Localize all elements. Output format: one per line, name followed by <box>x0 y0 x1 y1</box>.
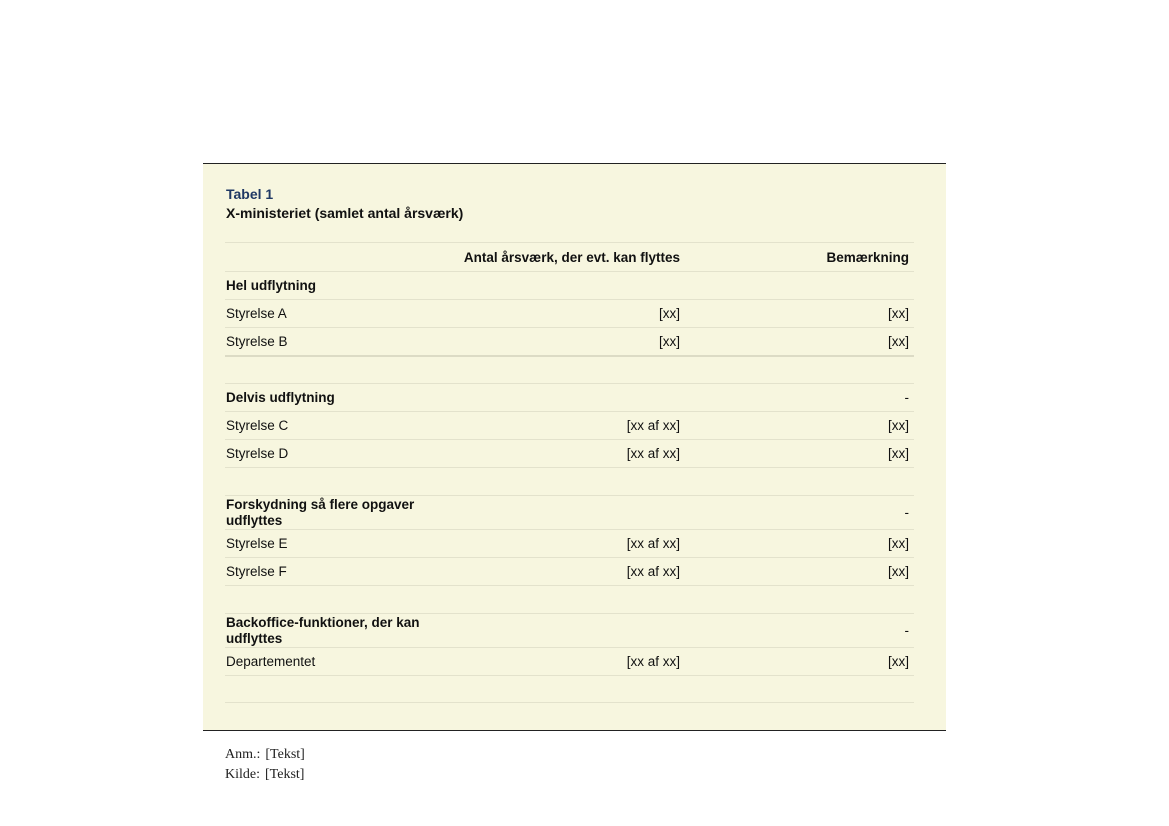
spacer-row <box>225 585 914 613</box>
table-row <box>225 299 914 327</box>
spacer-row <box>225 675 914 703</box>
row-label: Hel udflytning <box>226 277 316 293</box>
row-value: [xx af xx] <box>626 536 680 551</box>
row-label: Departementet <box>226 653 316 669</box>
table-notes <box>225 745 305 785</box>
table-row <box>225 557 914 585</box>
row-remark: [xx] <box>887 306 909 321</box>
table-row <box>225 327 914 355</box>
table-container <box>203 163 946 731</box>
row-value: [xx] <box>658 306 680 321</box>
row-remark: [xx] <box>887 334 909 349</box>
data-table <box>225 242 914 703</box>
row-value: [xx af xx] <box>626 418 680 433</box>
row-remark: [xx] <box>887 446 909 461</box>
row-remark: [xx] <box>887 418 909 433</box>
row-value: [xx] <box>658 334 680 349</box>
row-label: Styrelse C <box>226 417 289 433</box>
section-row <box>225 495 914 529</box>
row-label: Styrelse E <box>226 535 288 551</box>
row-remark: - <box>904 623 909 638</box>
spacer-row <box>225 467 914 495</box>
row-value: [xx af xx] <box>626 446 680 461</box>
row-label: Forskydning så flere opgaver udflyttes <box>226 496 415 528</box>
row-remark: - <box>904 505 909 520</box>
spacer-row <box>225 355 914 383</box>
note-kilde-label: Kilde: <box>225 767 260 782</box>
header-col2: Antal årsværk, der evt. kan flyttes <box>463 249 680 265</box>
row-remark: - <box>904 390 909 405</box>
row-label: Styrelse B <box>226 333 288 349</box>
note-anm-label: Anm.: <box>225 747 261 762</box>
row-label: Backoffice-funktioner, der kan udflyttes <box>226 614 420 646</box>
section-row <box>225 613 914 647</box>
table-row <box>225 647 914 675</box>
table-number: Tabel 1 <box>226 186 274 202</box>
row-label: Styrelse A <box>226 305 287 321</box>
table-row <box>225 529 914 557</box>
row-value: [xx af xx] <box>626 564 680 579</box>
row-label: Styrelse F <box>226 563 287 579</box>
row-remark: [xx] <box>887 564 909 579</box>
table-row <box>225 411 914 439</box>
note-kilde-text: [Tekst] <box>265 767 305 782</box>
row-value: [xx af xx] <box>626 654 680 669</box>
note-anm-text: [Tekst] <box>265 747 305 762</box>
note-kilde <box>225 765 305 785</box>
row-remark: [xx] <box>887 536 909 551</box>
table-row <box>225 439 914 467</box>
row-label: Styrelse D <box>226 445 289 461</box>
table-header-row <box>225 242 914 271</box>
row-remark: [xx] <box>887 654 909 669</box>
header-col3: Bemærkning <box>826 249 909 265</box>
row-label: Delvis udflytning <box>226 389 335 405</box>
section-row <box>225 271 914 299</box>
table-title: X-ministeriet (samlet antal årsværk) <box>226 205 464 221</box>
note-anm <box>225 745 305 765</box>
section-row <box>225 383 914 411</box>
